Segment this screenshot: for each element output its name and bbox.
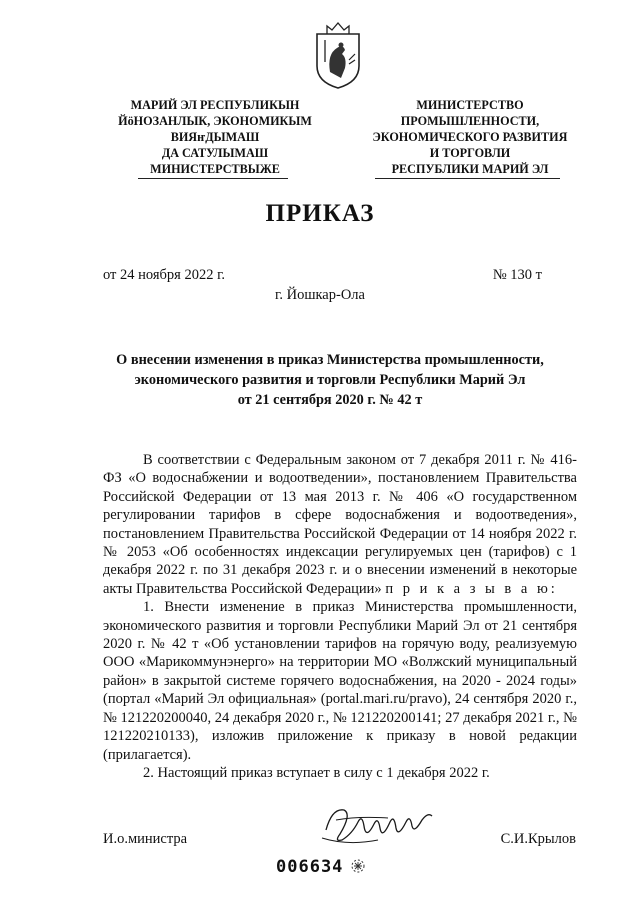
order-date: от 24 ноября 2022 г. — [103, 267, 226, 283]
item-1-paragraph: 1. Внести изменение в приказ Министерства промышленности, экономического развития и торговли Республики Марий Эл от 21 сентября 2020 г. № 42 т «Об установлении тарифов на горячую воду, реализуемую ООО «Марикоммунэнерго» на территории МО «Волжский муниципальный район» в закрытой системе горячего водоснабжения, на 2020 - 2024 годы» (портал «Марий Эл официальная» (portal.mari.ru/pravo), 24 сентября 2020 г., № 121220200040, 24 декабря 2020 г., № 121220200141; 27 декабря 2021 г., № 121220210133), изложив приложение к приказу в новой редакции (прилагается). — [103, 599, 577, 763]
subject-line: О внесении изменения в приказ Министерства промышленности, — [116, 352, 544, 368]
document-title: ПРИКАЗ — [265, 200, 375, 227]
serial-number: 006634 — [276, 857, 344, 877]
item-2-paragraph: 2. Настоящий приказ вступает в силу с 1 декабря 2022 г. — [143, 764, 490, 781]
header-line: И ТОРГОВЛИ — [429, 146, 511, 160]
ministry-header-mari — [95, 97, 335, 177]
order-subject — [80, 350, 580, 410]
header-line: МИНИСТЕРСТВО — [416, 98, 524, 112]
signatory-role: И.о.министра — [103, 831, 188, 847]
header-line: МИНИСТЕРСТВЫЖЕ — [150, 162, 280, 176]
header-line: ДА САТУЛЫМАШ — [161, 146, 269, 160]
order-body — [103, 451, 577, 782]
order-city: г. Йошкар-Ола — [275, 287, 365, 303]
preamble-text: В соответствии с Федеральным законом от 7 декабря 2011 г. № 416-ФЗ «О водоснабжении и водоотведении», постановлением Правительства Российской Федерации от 13 мая 2013 г. № 406 «О государственном регулировании тарифов в сфере водоснабжения и водоотведения», постановлением Правительства Российской Федерации от 14 ноября 2022 г. № 2053 «Об особенностях индексации регулируемых цен (тарифов) с 1 декабря 2022 г. по 31 декабря 2023 г. и о внесении изменений в некоторые акты Правительства Российской Федерации» — [103, 452, 577, 597]
handwritten-signature — [318, 800, 438, 850]
order-word: п р и к а з ы в а ю: — [385, 580, 558, 597]
header-line: ПРОМЫШЛЕННОСТИ, — [400, 114, 540, 128]
header-line: МАРИЙ ЭЛ РЕСПУБЛИКЫН — [130, 98, 300, 112]
header-underline-left — [138, 178, 288, 179]
ministry-header-russian — [345, 97, 595, 177]
header-line: РЕСПУБЛИКИ МАРИЙ ЭЛ — [391, 162, 549, 176]
preamble-paragraph — [103, 451, 577, 598]
subject-line: экономического развития и торговли Республики Марий Эл — [134, 372, 526, 388]
header-line: ЙӧНОЗАНЛЫК, ЭКОНОМИКЫМ — [118, 114, 312, 128]
asterisk-icon — [350, 858, 366, 874]
header-line: ВИЯҥДЫМАШ — [170, 130, 260, 144]
order-number: № 130 т — [492, 267, 542, 283]
signatory-name: С.И.Крылов — [500, 831, 576, 847]
header-line: ЭКОНОМИЧЕСКОГО РАЗВИТИЯ — [372, 130, 568, 144]
coat-of-arms-icon — [313, 20, 363, 90]
subject-line: от 21 сентября 2020 г. № 42 т — [237, 392, 423, 408]
header-underline-right — [375, 178, 560, 179]
